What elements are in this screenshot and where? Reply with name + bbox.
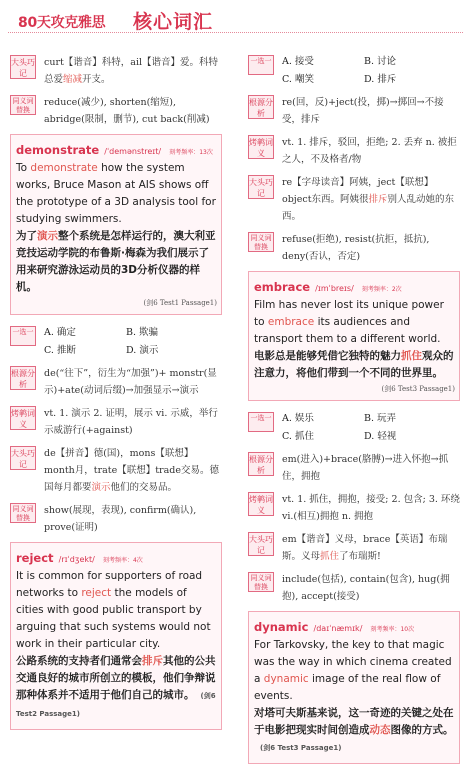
collocation-tag: 烤鹌词义	[10, 406, 36, 430]
phonetic: /ɪmˈbreɪs/	[315, 284, 354, 293]
choice-entry	[248, 411, 460, 445]
word-card-head	[254, 276, 455, 295]
option-a: A. 确定	[44, 327, 76, 338]
roots-entry	[248, 451, 460, 485]
option-d: D. 排斥	[364, 74, 397, 85]
option-d: D. 演示	[126, 345, 159, 356]
page-header	[8, 4, 463, 33]
option-a: A. 接受	[282, 56, 314, 67]
word-card-head	[16, 547, 217, 566]
mnemonic-tag: 大头巧记	[248, 532, 274, 556]
english-example: Film has never lost its unique power to embrace its audiences and transport them to a different world.	[254, 299, 444, 345]
left-column	[10, 54, 222, 740]
english-example: To demonstrate how the system works, Bruce Mason at AIS shows off the prototype of a 3D analysis tool for studying swimmers.	[16, 162, 216, 225]
word-card-demonstrate	[10, 134, 222, 315]
phonetic: /ˈdemənstreɪt/	[104, 147, 162, 156]
chinese-translation: 公路系统的支持者们通常会排斥其他的公共交通良好的城市所创立的模板，他们争辩说那种体系并不适用于他们自己的城市。 (剑6 Test2 Passage1)	[16, 655, 216, 718]
chinese-translation: 对塔可夫斯基来说，这一奇迹的关键之处在于电影把现实时间创造成动态图像的方式。(剑6 Test3 Passage1)	[254, 707, 454, 752]
right-column	[248, 54, 460, 774]
option-b: B. 讨论	[364, 56, 397, 67]
synonym-text: include(包括), contain(包含), hug(拥抱), accept(接受)	[282, 574, 450, 602]
synonym-text: reduce(减少), shorten(缩短), abridge(限制，删节), cut back(削减)	[44, 97, 210, 125]
english-example: It is common for supporters of road networks to reject the models of cities with good public transport by arguing that such systems would not work in their particular city.	[16, 570, 211, 650]
choice-entry	[248, 54, 460, 88]
chinese-translation: 为了演示整个系统是怎样运行的，澳大利亚竞技运动学院的布鲁斯·梅森为我们展示了用来研究游泳运动员的3D分析仪器的样机。	[16, 230, 216, 293]
word-card-reject	[10, 542, 222, 730]
option-c: C. 推断	[44, 345, 76, 356]
choice-entry	[10, 325, 222, 359]
source-citation: (剑6 Test2 Passage1)	[16, 692, 216, 718]
synonym-entry	[10, 94, 222, 128]
mnemonic-text: re【字母读音】阿姨，ject【联想】object东西。阿姨很排斥别人乱动她的东西。	[282, 177, 455, 222]
collocation-text: vt. 1. 排斥，驳回，拒绝; 2. 丢弃 n. 被拒之人，不及格者/物	[282, 137, 457, 165]
roots-tag: 根源分析	[248, 95, 274, 119]
word-card-dynamic	[248, 611, 460, 764]
synonym-entry	[248, 571, 460, 605]
mnemonic-text: curt【谐音】科特，ail【谐音】爱。科特总爱缩减开支。	[44, 57, 219, 85]
option-b: B. 欺骗	[126, 327, 159, 338]
english-example: For Tarkovsky, the key to that magic was the way in which cinema created a dynamic image of the real flow of events.	[254, 639, 452, 702]
roots-tag: 根源分析	[10, 366, 36, 390]
choice-options	[282, 411, 446, 445]
phonetic: /daɪˈnæmɪk/	[313, 624, 363, 633]
choice-options	[44, 325, 208, 359]
source-citation: (剑6 Test1 Passage1)	[143, 299, 217, 307]
frequency: 刻考频率：4次	[102, 557, 143, 564]
roots-entry	[10, 365, 222, 399]
roots-text: em(进入)+brace(胳膊)→进入怀抱→抓住，拥抱	[282, 454, 449, 482]
roots-entry	[248, 94, 460, 128]
option-a: A. 娱乐	[282, 413, 314, 424]
collocation-entry	[248, 491, 460, 525]
frequency: 刻考频率：10次	[370, 626, 415, 633]
option-b: B. 玩弄	[364, 413, 397, 424]
synonym-entry	[248, 231, 460, 265]
synonym-tag: 同义词替换	[248, 232, 274, 252]
frequency: 刻考频率：2次	[361, 286, 402, 293]
mnemonic-entry	[10, 445, 222, 496]
collocation-tag: 烤鹌词义	[248, 492, 274, 516]
word-card-head	[16, 139, 217, 158]
header-divider	[8, 32, 463, 33]
collocation-text: vt. 1. 抓住，拥抱，接受; 2. 包含; 3. 环绕 vi.(相互)拥抱 n. 拥抱	[282, 494, 460, 522]
frequency: 刻考频率：13次	[169, 149, 213, 156]
choose-tag: 一选一	[10, 326, 36, 346]
collocation-entry	[10, 405, 222, 439]
mnemonic-tag: 大头巧记	[10, 55, 36, 79]
mnemonic-text: de【拼音】德(国)，mons【联想】month月，trate【联想】trade交易。德国每月都要演示他们的交易品。	[44, 448, 219, 493]
synonym-tag: 同义词替换	[248, 572, 274, 592]
collocation-entry	[248, 134, 460, 168]
book-series-title: 80天攻克雅思	[18, 15, 106, 31]
word-card-head	[254, 616, 455, 635]
chinese-translation: 电影总是能够凭借它独特的魅力抓住观众的注意力，将他们带到一个不同的世界里。	[254, 350, 454, 379]
option-c: C. 抓住	[282, 431, 314, 442]
headword: embrace	[254, 280, 311, 294]
phonetic: /rɪˈdʒekt/	[58, 555, 95, 564]
mnemonic-entry	[248, 531, 460, 565]
mnemonic-entry	[248, 174, 460, 225]
source-citation: (剑6 Test3 Passage1)	[260, 744, 342, 752]
synonym-text: refuse(拒绝), resist(抗拒，抵抗), deny(否认，否定)	[282, 234, 430, 262]
collocation-tag: 烤鹌词义	[248, 135, 274, 159]
synonym-tag: 同义词替换	[10, 503, 36, 523]
choose-tag: 一选一	[248, 55, 274, 75]
headword: dynamic	[254, 620, 309, 634]
headword: demonstrate	[16, 143, 100, 157]
synonym-tag: 同义词替换	[10, 95, 36, 115]
roots-tag: 根源分析	[248, 452, 274, 476]
headword: reject	[16, 551, 54, 565]
roots-text: re(回，反)+ject(投，掷)→掷回→不接受，排斥	[282, 97, 444, 125]
mnemonic-text: em【谐音】义母，brace【英语】布瑞斯。义母抓住了布瑞斯!	[282, 534, 448, 562]
mnemonic-tag: 大头巧记	[10, 446, 36, 470]
synonym-text: show(展现，表现), confirm(确认), prove(证明)	[44, 505, 197, 533]
mnemonic-entry	[10, 54, 222, 88]
source-citation: (剑6 Test3 Passage1)	[381, 385, 455, 393]
page-title: 核心词汇	[133, 11, 214, 33]
roots-text: de(“往下”，衍生为“加强”)+ monstr(显示)+ate(动词后缀)→加强显示→演示	[44, 368, 217, 396]
option-d: D. 轻视	[364, 431, 397, 442]
word-card-embrace	[248, 271, 460, 401]
mnemonic-tag: 大头巧记	[248, 175, 274, 199]
collocation-text: vt. 1. 演示 2. 证明，展示 vi. 示威，举行示威游行(+against)	[44, 408, 218, 436]
choose-tag: 一选一	[248, 412, 274, 432]
synonym-entry	[10, 502, 222, 536]
choice-options	[282, 54, 446, 88]
option-c: C. 嘲笑	[282, 74, 314, 85]
